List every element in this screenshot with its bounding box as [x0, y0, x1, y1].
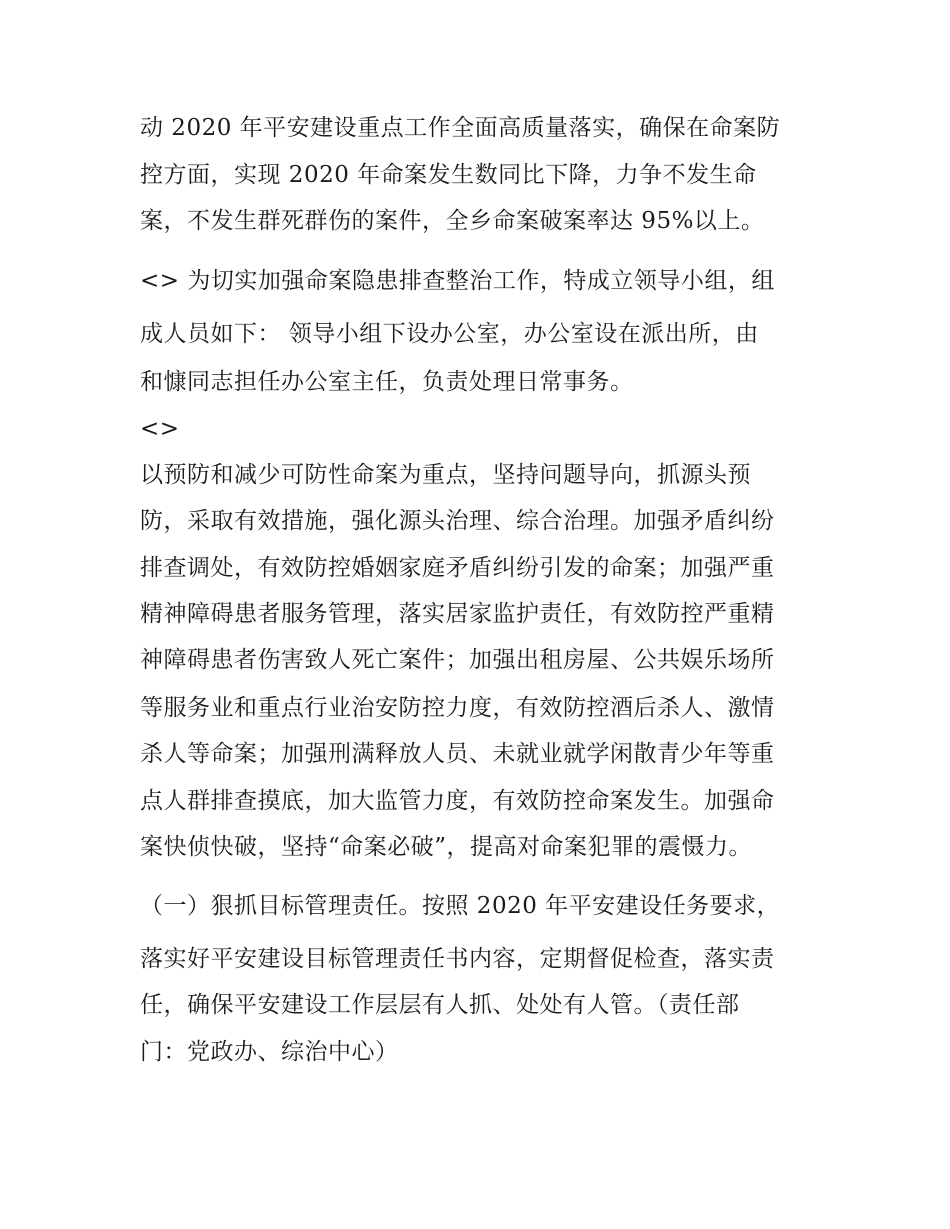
text-line: 排查调处，有效防控婚姻家庭矛盾纠纷引发的命案；加强严重 — [140, 555, 775, 581]
text-line: 案快侦快破，坚持“命案必破”，提高对命案犯罪的震慑力。 — [140, 834, 753, 860]
text-line: 杀人等命案；加强刑满释放人员、未就业就学闲散青少年等重 — [140, 741, 775, 767]
text-line: （一）狠抓目标管理责任。按照 2020 年平安建设任务要求， — [140, 893, 781, 919]
text-line: <> — [140, 416, 180, 442]
text-line: 动 2020 年平安建设重点工作全面高质量落实，确保在命案防 — [140, 115, 781, 141]
text-line: 精神障碍患者服务管理，落实居家监护责任，有效防控严重精 — [140, 601, 775, 627]
text-line: 等服务业和重点行业治安防控力度，有效防控酒后杀人、激情 — [140, 695, 775, 721]
text-line: 成人员如下： 领导小组下设办公室，办公室设在派出所，由 — [140, 321, 759, 347]
text-line: <> 为切实加强命案隐患排查整治工作，特成立领导小组，组 — [140, 268, 775, 294]
text-line: 控方面，实现 2020 年命案发生数同比下降，力争不发生命 — [140, 162, 757, 188]
text-line: 以预防和减少可防性命案为重点，坚持问题导向，抓源头预 — [140, 462, 751, 488]
text-line: 神障碍患者伤害致人死亡案件；加强出租房屋、公共娱乐场所 — [140, 647, 775, 673]
text-line: 点人群排查摸底，加大监管力度，有效防控命案发生。加强命 — [140, 788, 775, 814]
text-line: 案，不发生群死群伤的案件，全乡命案破案率达 95%以上。 — [140, 208, 765, 234]
text-line: 门：党政办、综治中心） — [140, 1039, 399, 1065]
text-line: 和慷同志担任办公室主任，负责处理日常事务。 — [140, 369, 634, 395]
text-line: 任，确保平安建设工作层层有人抓、处处有人管。（责任部 — [140, 992, 740, 1018]
text-line: 防，采取有效措施，强化源头治理、综合治理。加强矛盾纠纷 — [140, 508, 775, 534]
text-line: 落实好平安建设目标管理责任书内容，定期督促检查，落实责 — [140, 946, 775, 972]
